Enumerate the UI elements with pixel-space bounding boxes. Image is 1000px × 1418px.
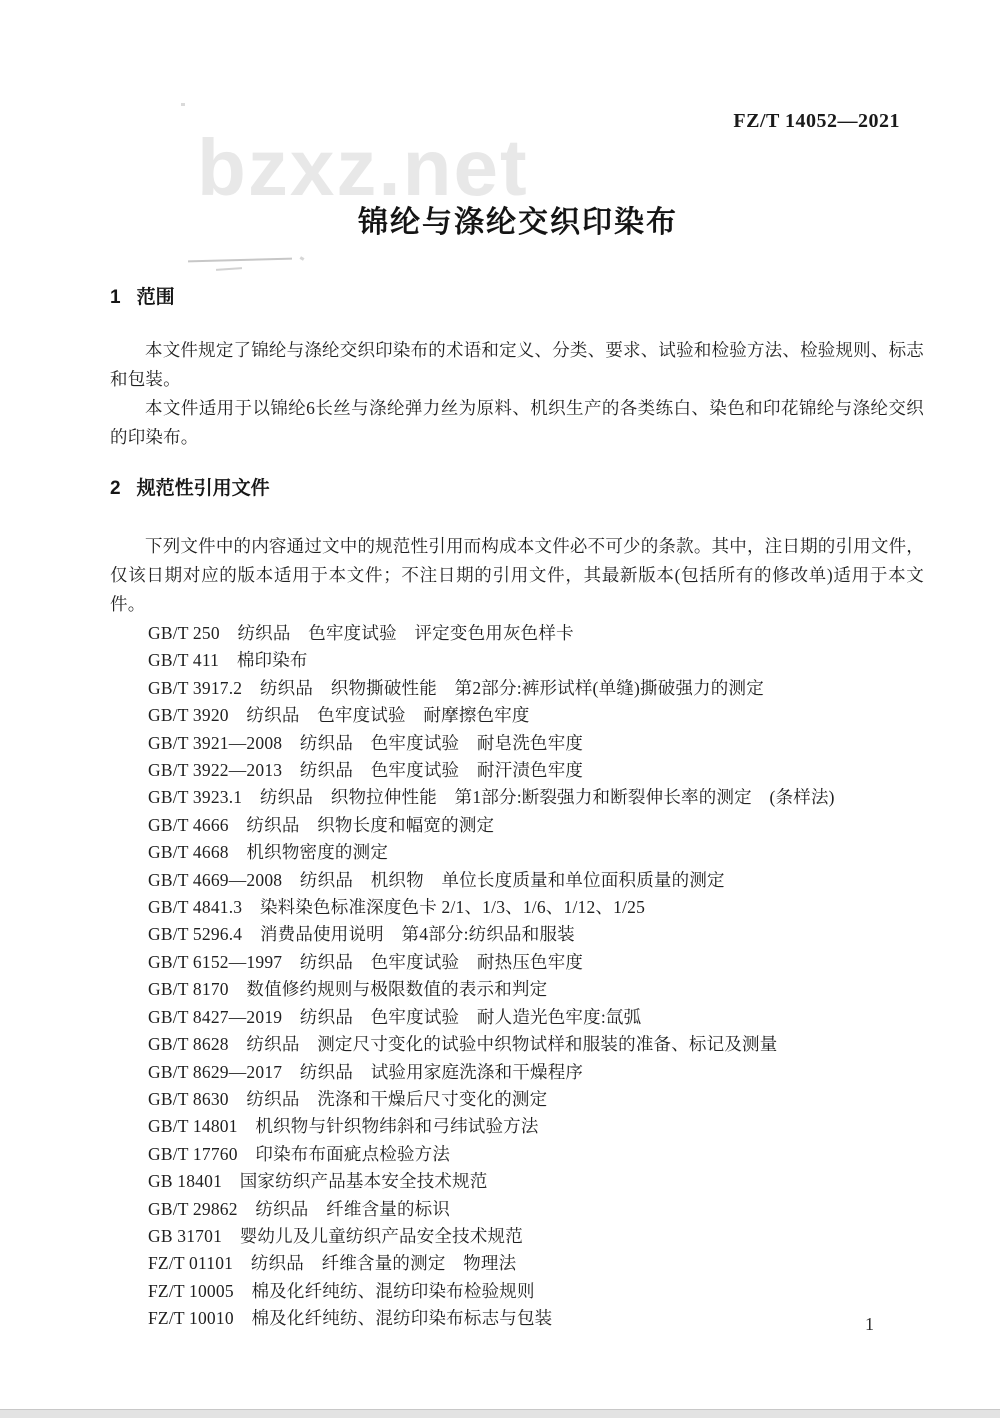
reference-item: GB/T 17760 印染布布面疵点检验方法 bbox=[148, 1143, 451, 1164]
reference-item: FZ/T 10005 棉及化纤纯纺、混纺印染布检验规则 bbox=[148, 1280, 535, 1301]
reference-item: FZ/T 01101 纺织品 纤维含量的测定 物理法 bbox=[148, 1253, 517, 1274]
reference-item: GB/T 8427—2019 纺织品 色牢度试验 耐人造光色牢度:氙弧 bbox=[148, 1006, 642, 1027]
section-heading-references bbox=[110, 479, 924, 499]
references-list bbox=[110, 620, 924, 1333]
scope-paragraph-2: 本文件适用于以锦纶6长丝与涤纶弹力丝为原料、机织生产的各类练白、染色和印花锦纶与涤纶交织的印染布。 bbox=[110, 398, 924, 447]
page-number: 1 bbox=[865, 1314, 874, 1334]
section-number: 1 bbox=[110, 287, 121, 308]
scan-edge bbox=[0, 1409, 1000, 1418]
reference-item: GB 31701 婴幼儿及儿童纺织产品安全技术规范 bbox=[148, 1225, 523, 1246]
reference-item: GB/T 4668 机织物密度的测定 bbox=[148, 842, 389, 863]
reference-item: GB/T 3917.2 纺织品 织物撕破性能 第2部分:裤形试样(单缝)撕破强力的测定 bbox=[148, 677, 764, 698]
section-number: 2 bbox=[110, 478, 121, 499]
reference-item: GB/T 8170 数值修约规则与极限数值的表示和判定 bbox=[148, 979, 548, 1000]
reference-item: GB/T 4669—2008 纺织品 机织物 单位长度质量和单位面积质量的测定 bbox=[148, 869, 725, 890]
scope-paragraph-1: 本文件规定了锦纶与涤纶交织印染布的术语和定义、分类、要求、试验和检验方法、检验规则、标志和包装。 bbox=[110, 340, 924, 389]
section-heading-scope bbox=[110, 288, 924, 308]
reference-item: GB/T 8628 纺织品 测定尺寸变化的试验中织物试样和服装的准备、标记及测量 bbox=[148, 1034, 778, 1055]
section-title: 规范性引用文件 bbox=[136, 478, 270, 499]
reference-item: GB 18401 国家纺织产品基本安全技术规范 bbox=[148, 1171, 488, 1192]
reference-item: GB/T 8629—2017 纺织品 试验用家庭洗涤和干燥程序 bbox=[148, 1061, 584, 1082]
standard-code: FZ/T 14052—2021 bbox=[733, 110, 900, 132]
reference-item: FZ/T 10010 棉及化纤纯纺、混纺印染布标志与包装 bbox=[148, 1308, 553, 1329]
reference-item: GB/T 8630 纺织品 洗涤和干燥后尺寸变化的测定 bbox=[148, 1088, 548, 1109]
reference-item: GB/T 411 棉印染布 bbox=[148, 650, 308, 671]
watermark: bzxz.net bbox=[197, 123, 529, 212]
reference-item: GB/T 29862 纺织品 纤维含量的标识 bbox=[148, 1198, 451, 1219]
reference-item: GB/T 250 纺织品 色牢度试验 评定变色用灰色样卡 bbox=[148, 623, 574, 643]
reference-item: GB/T 4666 纺织品 织物长度和幅宽的测定 bbox=[148, 814, 495, 835]
scan-smudge bbox=[188, 257, 308, 275]
reference-item: GB/T 14801 机织物与针织物纬斜和弓纬试验方法 bbox=[148, 1116, 539, 1137]
reference-item: GB/T 3923.1 纺织品 织物拉伸性能 第1部分:断裂强力和断裂伸长率的测定 (条样法) bbox=[148, 787, 835, 808]
section-title: 范围 bbox=[136, 287, 175, 308]
references-intro-paragraph: 下列文件中的内容通过文中的规范性引用而构成本文件必不可少的条款。其中，注日期的引用文件，仅该日期对应的版本适用于本文件；不注日期的引用文件，其最新版本(包括所有的修改单)适用于本文件。 bbox=[110, 536, 924, 614]
reference-item: GB/T 3922—2013 纺织品 色牢度试验 耐汗渍色牢度 bbox=[148, 760, 584, 781]
reference-item: GB/T 5296.4 消费品使用说明 第4部分:纺织品和服装 bbox=[148, 924, 575, 945]
page-title: 锦纶与涤纶交织印染布 bbox=[358, 206, 678, 239]
reference-item: GB/T 3921—2008 纺织品 色牢度试验 耐皂洗色牢度 bbox=[148, 732, 584, 753]
reference-item: GB/T 3920 纺织品 色牢度试验 耐摩擦色牢度 bbox=[148, 705, 530, 726]
scan-speck bbox=[181, 103, 185, 106]
reference-item: GB/T 6152—1997 纺织品 色牢度试验 耐热压色牢度 bbox=[148, 951, 584, 972]
reference-item: GB/T 4841.3 染料染色标准深度色卡 2/1、1/3、1/6、1/12、1/25 bbox=[148, 897, 646, 918]
document-body bbox=[110, 288, 924, 1333]
